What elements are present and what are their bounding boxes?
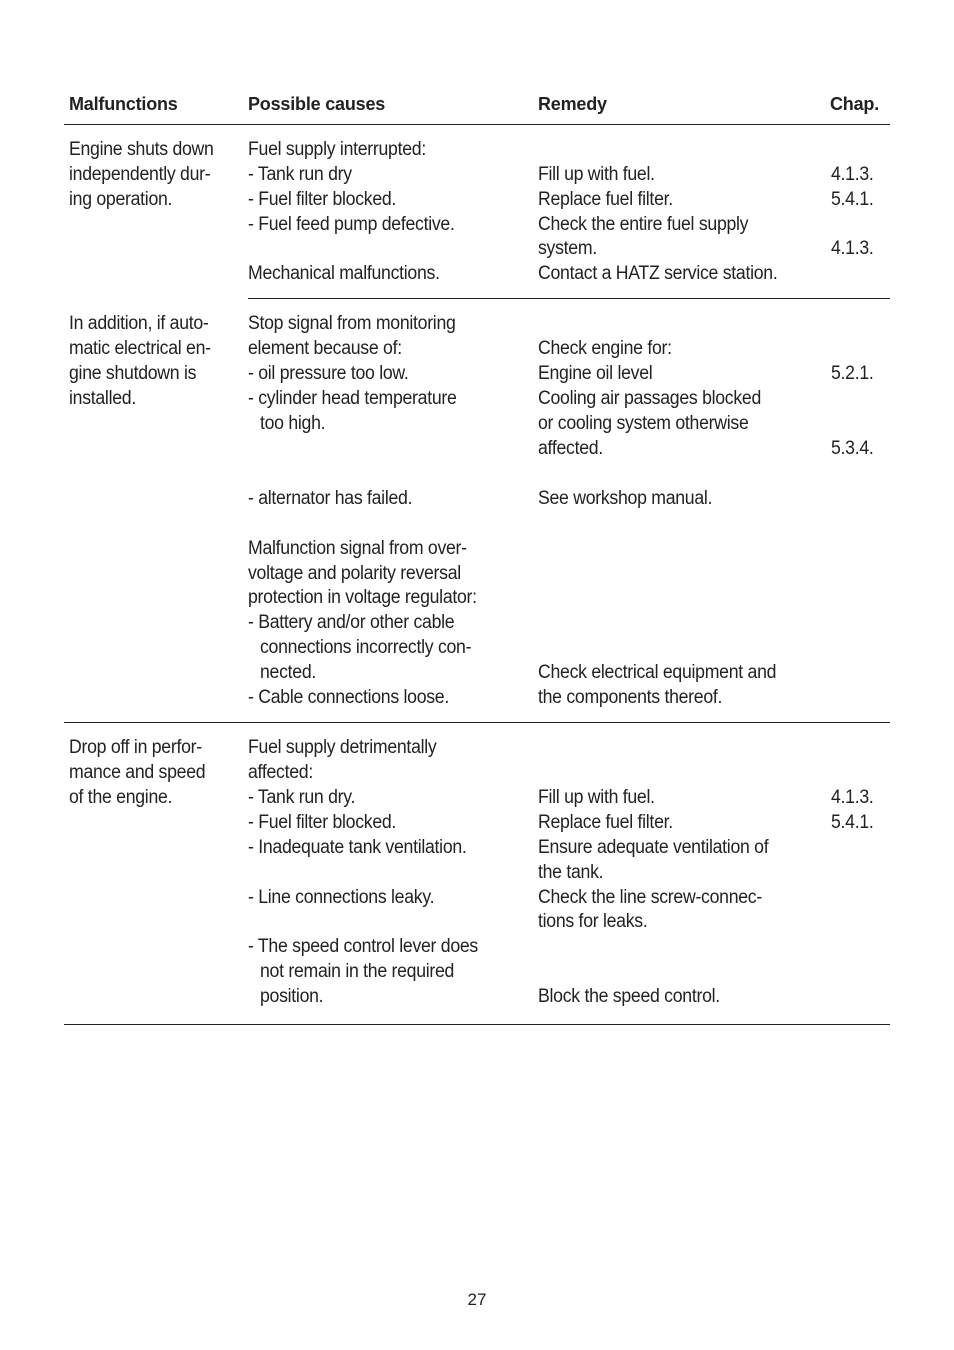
cause-text: Stop signal from monitoring — [248, 313, 456, 334]
cause-text: affected: — [248, 762, 313, 783]
header-malfunctions: Malfunctions — [69, 94, 178, 114]
chapter-ref: 4.1.3. — [831, 238, 874, 259]
cause-text: - oil pressure too low. — [248, 363, 409, 384]
header-possible-causes: Possible causes — [248, 94, 386, 114]
cause-text: protection in voltage regulator: — [248, 587, 477, 608]
remedy-text: Check electrical equipment and — [538, 662, 777, 683]
cause-text: connections incorrectly con- — [260, 637, 472, 658]
cause-text: - Cable connections loose. — [248, 687, 449, 708]
table-bottom-rule — [64, 1024, 890, 1025]
cause-text: nected. — [260, 662, 317, 683]
cause-text: - Inadequate tank ventilation. — [248, 837, 467, 858]
remedy-text: affected. — [538, 438, 603, 459]
remedy-text: tions for leaks. — [538, 911, 648, 932]
remedy-text: Fill up with fuel. — [538, 787, 655, 808]
remedy-text: Fill up with fuel. — [538, 164, 655, 185]
cause-text: - Tank run dry — [248, 164, 352, 185]
chapter-ref: 5.4.1. — [831, 812, 874, 833]
header-remedy: Remedy — [538, 94, 607, 114]
cause-text: not remain in the required — [260, 961, 455, 982]
remedy-text: the components thereof. — [538, 687, 723, 708]
chapter-ref: 4.1.3. — [831, 164, 874, 185]
remedy-text: Replace fuel filter. — [538, 812, 673, 833]
remedy-text: Replace fuel filter. — [538, 189, 673, 210]
cause-text: - Fuel feed pump defective. — [248, 214, 455, 235]
cause-text: too high. — [260, 413, 326, 434]
malfunction-text: In addition, if auto- — [69, 313, 209, 334]
remedy-text: Check engine for: — [538, 338, 672, 359]
cause-text: - Battery and/or other cable — [248, 612, 455, 633]
remedy-text: Check the entire fuel supply — [538, 214, 749, 235]
row-divider — [248, 298, 890, 299]
cause-text: - alternator has failed. — [248, 488, 413, 509]
remedy-text: Contact a HATZ service station. — [538, 263, 778, 284]
cause-text: Mechanical malfunctions. — [248, 263, 440, 284]
chapter-ref: 5.3.4. — [831, 438, 874, 459]
remedy-text: the tank. — [538, 862, 604, 883]
page-number: 27 — [467, 1290, 487, 1309]
chapter-ref: 5.4.1. — [831, 189, 874, 210]
remedy-text: See workshop manual. — [538, 488, 713, 509]
malfunction-text: independently dur- — [69, 164, 211, 185]
remedy-text: or cooling system otherwise — [538, 413, 749, 434]
remedy-text: Check the line screw-connec- — [538, 887, 762, 908]
cause-text: voltage and polarity reversal — [248, 563, 461, 584]
malfunction-text: mance and speed — [69, 762, 206, 783]
cause-text: - Fuel filter blocked. — [248, 812, 397, 833]
header-divider — [64, 124, 890, 125]
cause-text: - The speed control lever does — [248, 936, 478, 957]
header-chap: Chap. — [830, 94, 880, 114]
cause-text: Fuel supply interrupted: — [248, 139, 426, 160]
cause-text: - Fuel filter blocked. — [248, 189, 397, 210]
cause-text: element because of: — [248, 338, 402, 359]
malfunction-text: of the engine. — [69, 787, 173, 808]
malfunction-text: ing operation. — [69, 189, 173, 210]
remedy-text: Block the speed control. — [538, 986, 720, 1007]
remedy-text: system. — [538, 238, 597, 259]
chapter-ref: 4.1.3. — [831, 787, 874, 808]
cause-text: Fuel supply detrimentally — [248, 737, 437, 758]
malfunction-text: installed. — [69, 388, 136, 409]
cause-text: Malfunction signal from over- — [248, 538, 467, 559]
malfunction-text: Engine shuts down — [69, 139, 214, 160]
cause-text: - cylinder head temperature — [248, 388, 457, 409]
remedy-text: Ensure adequate ventilation of — [538, 837, 769, 858]
row-divider — [64, 722, 890, 723]
malfunction-text: gine shutdown is — [69, 363, 197, 384]
cause-text: - Tank run dry. — [248, 787, 356, 808]
cause-text: - Line connections leaky. — [248, 887, 435, 908]
malfunction-text: matic electrical en- — [69, 338, 211, 359]
malfunction-text: Drop off in perfor- — [69, 737, 202, 758]
remedy-text: Engine oil level — [538, 363, 653, 384]
chapter-ref: 5.2.1. — [831, 363, 874, 384]
remedy-text: Cooling air passages blocked — [538, 388, 762, 409]
cause-text: position. — [260, 986, 324, 1007]
